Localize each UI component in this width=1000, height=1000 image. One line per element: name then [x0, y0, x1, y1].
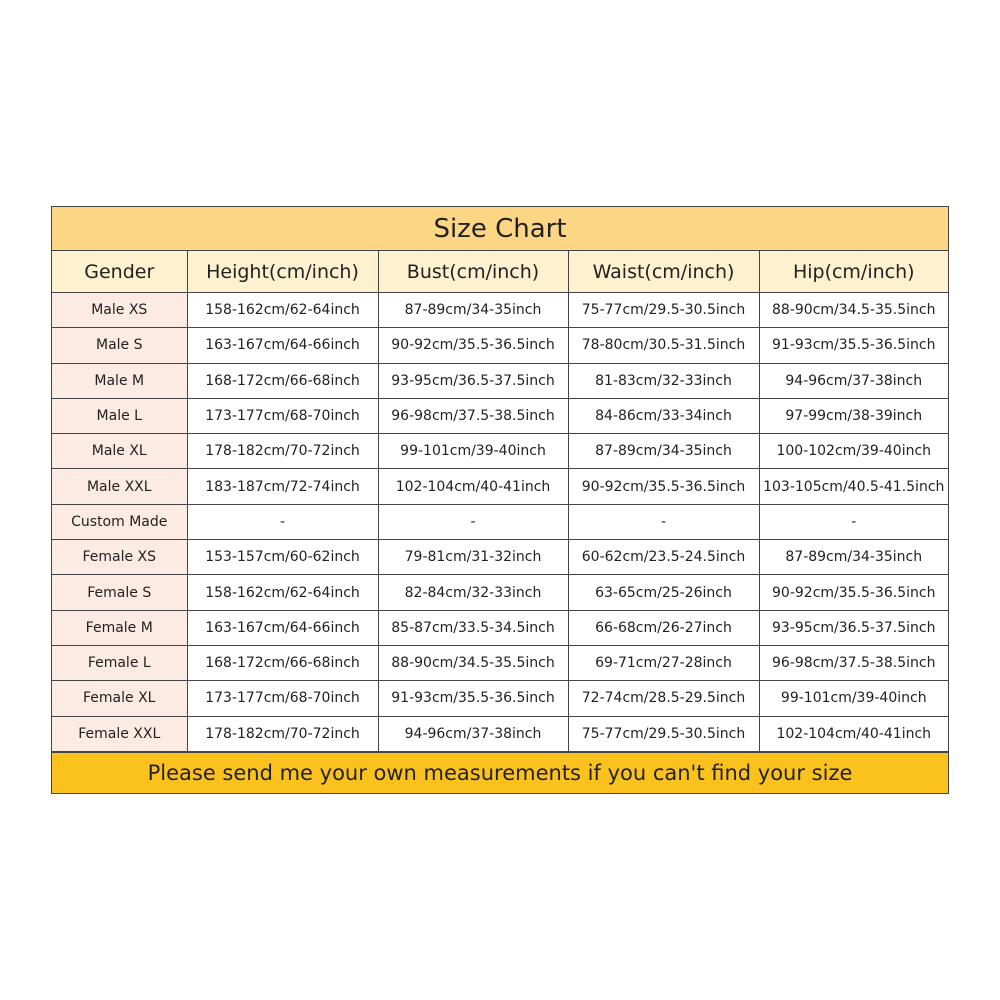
cell-height: 158-162cm/62-64inch — [187, 293, 378, 328]
cell-gender: Female XL — [52, 681, 187, 716]
cell-bust: 99-101cm/39-40inch — [378, 434, 568, 469]
size-chart-title: Size Chart — [52, 207, 948, 251]
table-row — [52, 469, 948, 504]
table-row — [52, 504, 948, 539]
table-row — [52, 540, 948, 575]
size-chart — [51, 206, 949, 794]
cell-waist: 63-65cm/25-26inch — [568, 575, 759, 610]
cell-gender: Male S — [52, 328, 187, 363]
cell-waist: 84-86cm/33-34inch — [568, 398, 759, 433]
cell-bust: 82-84cm/32-33inch — [378, 575, 568, 610]
table-row — [52, 293, 948, 328]
cell-height: 183-187cm/72-74inch — [187, 469, 378, 504]
cell-bust: 87-89cm/34-35inch — [378, 293, 568, 328]
table-row — [52, 328, 948, 363]
header-hip: Hip(cm/inch) — [759, 251, 948, 293]
table-row — [52, 575, 948, 610]
table-row — [52, 610, 948, 645]
cell-gender: Male XXL — [52, 469, 187, 504]
cell-hip: 97-99cm/38-39inch — [759, 398, 948, 433]
cell-height: 163-167cm/64-66inch — [187, 328, 378, 363]
cell-bust: 85-87cm/33.5-34.5inch — [378, 610, 568, 645]
cell-bust: 94-96cm/37-38inch — [378, 716, 568, 751]
cell-gender: Female XS — [52, 540, 187, 575]
cell-waist: 60-62cm/23.5-24.5inch — [568, 540, 759, 575]
table-row — [52, 434, 948, 469]
cell-height: 173-177cm/68-70inch — [187, 681, 378, 716]
cell-height: 173-177cm/68-70inch — [187, 398, 378, 433]
cell-bust: 102-104cm/40-41inch — [378, 469, 568, 504]
cell-waist: 72-74cm/28.5-29.5inch — [568, 681, 759, 716]
cell-bust: - — [378, 504, 568, 539]
cell-height: 158-162cm/62-64inch — [187, 575, 378, 610]
cell-bust: 90-92cm/35.5-36.5inch — [378, 328, 568, 363]
measurement-note: Please send me your own measurements if you can't find your size — [52, 752, 948, 793]
cell-hip: 96-98cm/37.5-38.5inch — [759, 645, 948, 680]
cell-hip: 102-104cm/40-41inch — [759, 716, 948, 751]
table-row — [52, 645, 948, 680]
cell-gender: Male M — [52, 363, 187, 398]
size-table — [52, 251, 948, 752]
cell-waist: 75-77cm/29.5-30.5inch — [568, 293, 759, 328]
cell-gender: Male XL — [52, 434, 187, 469]
cell-hip: 100-102cm/39-40inch — [759, 434, 948, 469]
header-row — [52, 251, 948, 293]
cell-height: 178-182cm/70-72inch — [187, 716, 378, 751]
cell-height: 168-172cm/66-68inch — [187, 645, 378, 680]
cell-gender: Male XS — [52, 293, 187, 328]
cell-bust: 91-93cm/35.5-36.5inch — [378, 681, 568, 716]
cell-waist: 87-89cm/34-35inch — [568, 434, 759, 469]
cell-hip: 93-95cm/36.5-37.5inch — [759, 610, 948, 645]
cell-gender: Custom Made — [52, 504, 187, 539]
header-height: Height(cm/inch) — [187, 251, 378, 293]
cell-waist: 81-83cm/32-33inch — [568, 363, 759, 398]
cell-gender: Female S — [52, 575, 187, 610]
cell-gender: Female M — [52, 610, 187, 645]
cell-hip: 87-89cm/34-35inch — [759, 540, 948, 575]
cell-waist: 75-77cm/29.5-30.5inch — [568, 716, 759, 751]
cell-height: 153-157cm/60-62inch — [187, 540, 378, 575]
table-row — [52, 716, 948, 751]
cell-hip: - — [759, 504, 948, 539]
cell-bust: 96-98cm/37.5-38.5inch — [378, 398, 568, 433]
cell-gender: Female XXL — [52, 716, 187, 751]
cell-hip: 91-93cm/35.5-36.5inch — [759, 328, 948, 363]
table-row — [52, 363, 948, 398]
cell-waist: 90-92cm/35.5-36.5inch — [568, 469, 759, 504]
cell-height: 168-172cm/66-68inch — [187, 363, 378, 398]
cell-hip: 90-92cm/35.5-36.5inch — [759, 575, 948, 610]
cell-height: 163-167cm/64-66inch — [187, 610, 378, 645]
header-bust: Bust(cm/inch) — [378, 251, 568, 293]
cell-bust: 79-81cm/31-32inch — [378, 540, 568, 575]
cell-hip: 88-90cm/34.5-35.5inch — [759, 293, 948, 328]
cell-height: - — [187, 504, 378, 539]
cell-bust: 93-95cm/36.5-37.5inch — [378, 363, 568, 398]
header-waist: Waist(cm/inch) — [568, 251, 759, 293]
cell-waist: 78-80cm/30.5-31.5inch — [568, 328, 759, 363]
header-gender: Gender — [52, 251, 187, 293]
cell-hip: 103-105cm/40.5-41.5inch — [759, 469, 948, 504]
cell-waist: - — [568, 504, 759, 539]
cell-hip: 94-96cm/37-38inch — [759, 363, 948, 398]
cell-gender: Male L — [52, 398, 187, 433]
cell-gender: Female L — [52, 645, 187, 680]
cell-bust: 88-90cm/34.5-35.5inch — [378, 645, 568, 680]
cell-waist: 69-71cm/27-28inch — [568, 645, 759, 680]
cell-waist: 66-68cm/26-27inch — [568, 610, 759, 645]
table-row — [52, 681, 948, 716]
cell-hip: 99-101cm/39-40inch — [759, 681, 948, 716]
table-row — [52, 398, 948, 433]
cell-height: 178-182cm/70-72inch — [187, 434, 378, 469]
